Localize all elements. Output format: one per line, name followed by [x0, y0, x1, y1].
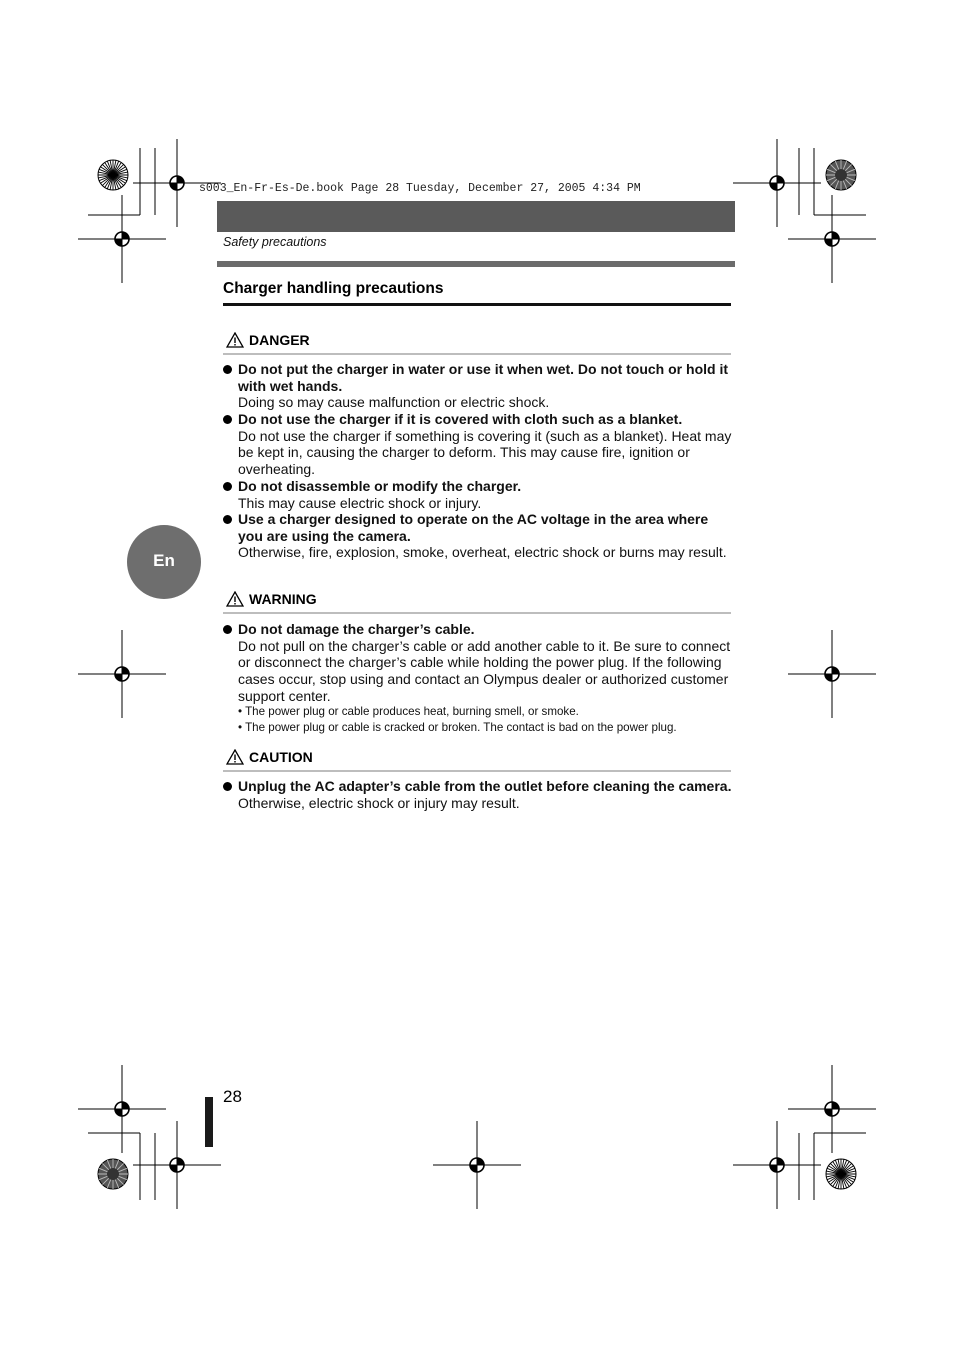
- item-body: Do not pull on the charger’s cable or add another cable to it. Be sure to connect or disconnect the charger’s cable while holding the power plug. If the following cases occur, stop using and contact an Olympus dealer or authorized customer support center.: [238, 637, 731, 704]
- warning-triangle-icon: [226, 332, 244, 348]
- item-heading: Do not put the charger in water or use it when wet. Do not touch or hold it with wet hands.: [238, 361, 728, 394]
- bullet-icon: [223, 515, 232, 524]
- bullet-icon: [223, 482, 232, 491]
- page-title: Charger handling precautions: [223, 280, 444, 297]
- list-item: [223, 411, 733, 478]
- item-body: Doing so may cause malfunction or electric shock.: [238, 394, 550, 411]
- warning-rule: [223, 612, 731, 614]
- title-underline: [223, 303, 731, 306]
- item-body: Otherwise, fire, explosion, smoke, overheat, electric shock or burns may result.: [238, 544, 727, 561]
- item-heading: Do not disassemble or modify the charger.: [238, 478, 522, 494]
- warning-label: WARNING: [249, 591, 317, 607]
- page-number: 28: [223, 1087, 242, 1106]
- list-item: [223, 621, 733, 705]
- language-tab-label: En: [153, 551, 175, 570]
- section-label: Safety precautions: [223, 235, 327, 249]
- caution-rule: [223, 770, 731, 772]
- bullet-icon: [223, 625, 232, 634]
- bullet-icon: [223, 415, 232, 424]
- danger-rule: [223, 353, 731, 355]
- item-body: Otherwise, electric shock or injury may result.: [238, 794, 520, 811]
- bullet-icon: [223, 365, 232, 374]
- list-item: [223, 511, 733, 561]
- sub-item: • The power plug or cable produces heat, burning smell, or smoke.: [238, 705, 579, 718]
- warning-triangle-icon: [226, 749, 244, 765]
- language-tab: [127, 525, 201, 599]
- list-item: [223, 361, 733, 411]
- item-body: This may cause electric shock or injury.: [238, 494, 482, 511]
- item-heading: Do not use the charger if it is covered with cloth such as a blanket.: [238, 411, 683, 427]
- header-band: [217, 201, 735, 232]
- file-header: s003_En-Fr-Es-De.book Page 28 Tuesday, December 27, 2005 4:34 PM: [199, 182, 641, 195]
- caution-heading: [226, 749, 313, 765]
- item-body: Do not use the charger if something is covering it (such as a blanket). Heat may be kept in, causing the charger to deform. This may cause fire, ignition or overheating.: [238, 427, 732, 478]
- danger-label: DANGER: [249, 332, 310, 348]
- warning-heading: [226, 591, 317, 607]
- header-rule: [217, 261, 735, 267]
- item-heading: Use a charger designed to operate on the AC voltage in the area where you are using the camera.: [238, 511, 709, 544]
- caution-label: CAUTION: [249, 749, 313, 765]
- page-number-bar: [205, 1097, 213, 1147]
- list-item: [223, 778, 733, 811]
- warning-triangle-icon: [226, 591, 244, 607]
- danger-heading: [226, 332, 310, 348]
- item-heading: Unplug the AC adapter’s cable from the outlet before cleaning the camera.: [238, 778, 732, 794]
- item-heading: Do not damage the charger’s cable.: [238, 621, 475, 637]
- list-item: [223, 478, 733, 511]
- sub-item: • The power plug or cable is cracked or broken. The contact is bad on the power plug.: [238, 721, 677, 734]
- bullet-icon: [223, 782, 232, 791]
